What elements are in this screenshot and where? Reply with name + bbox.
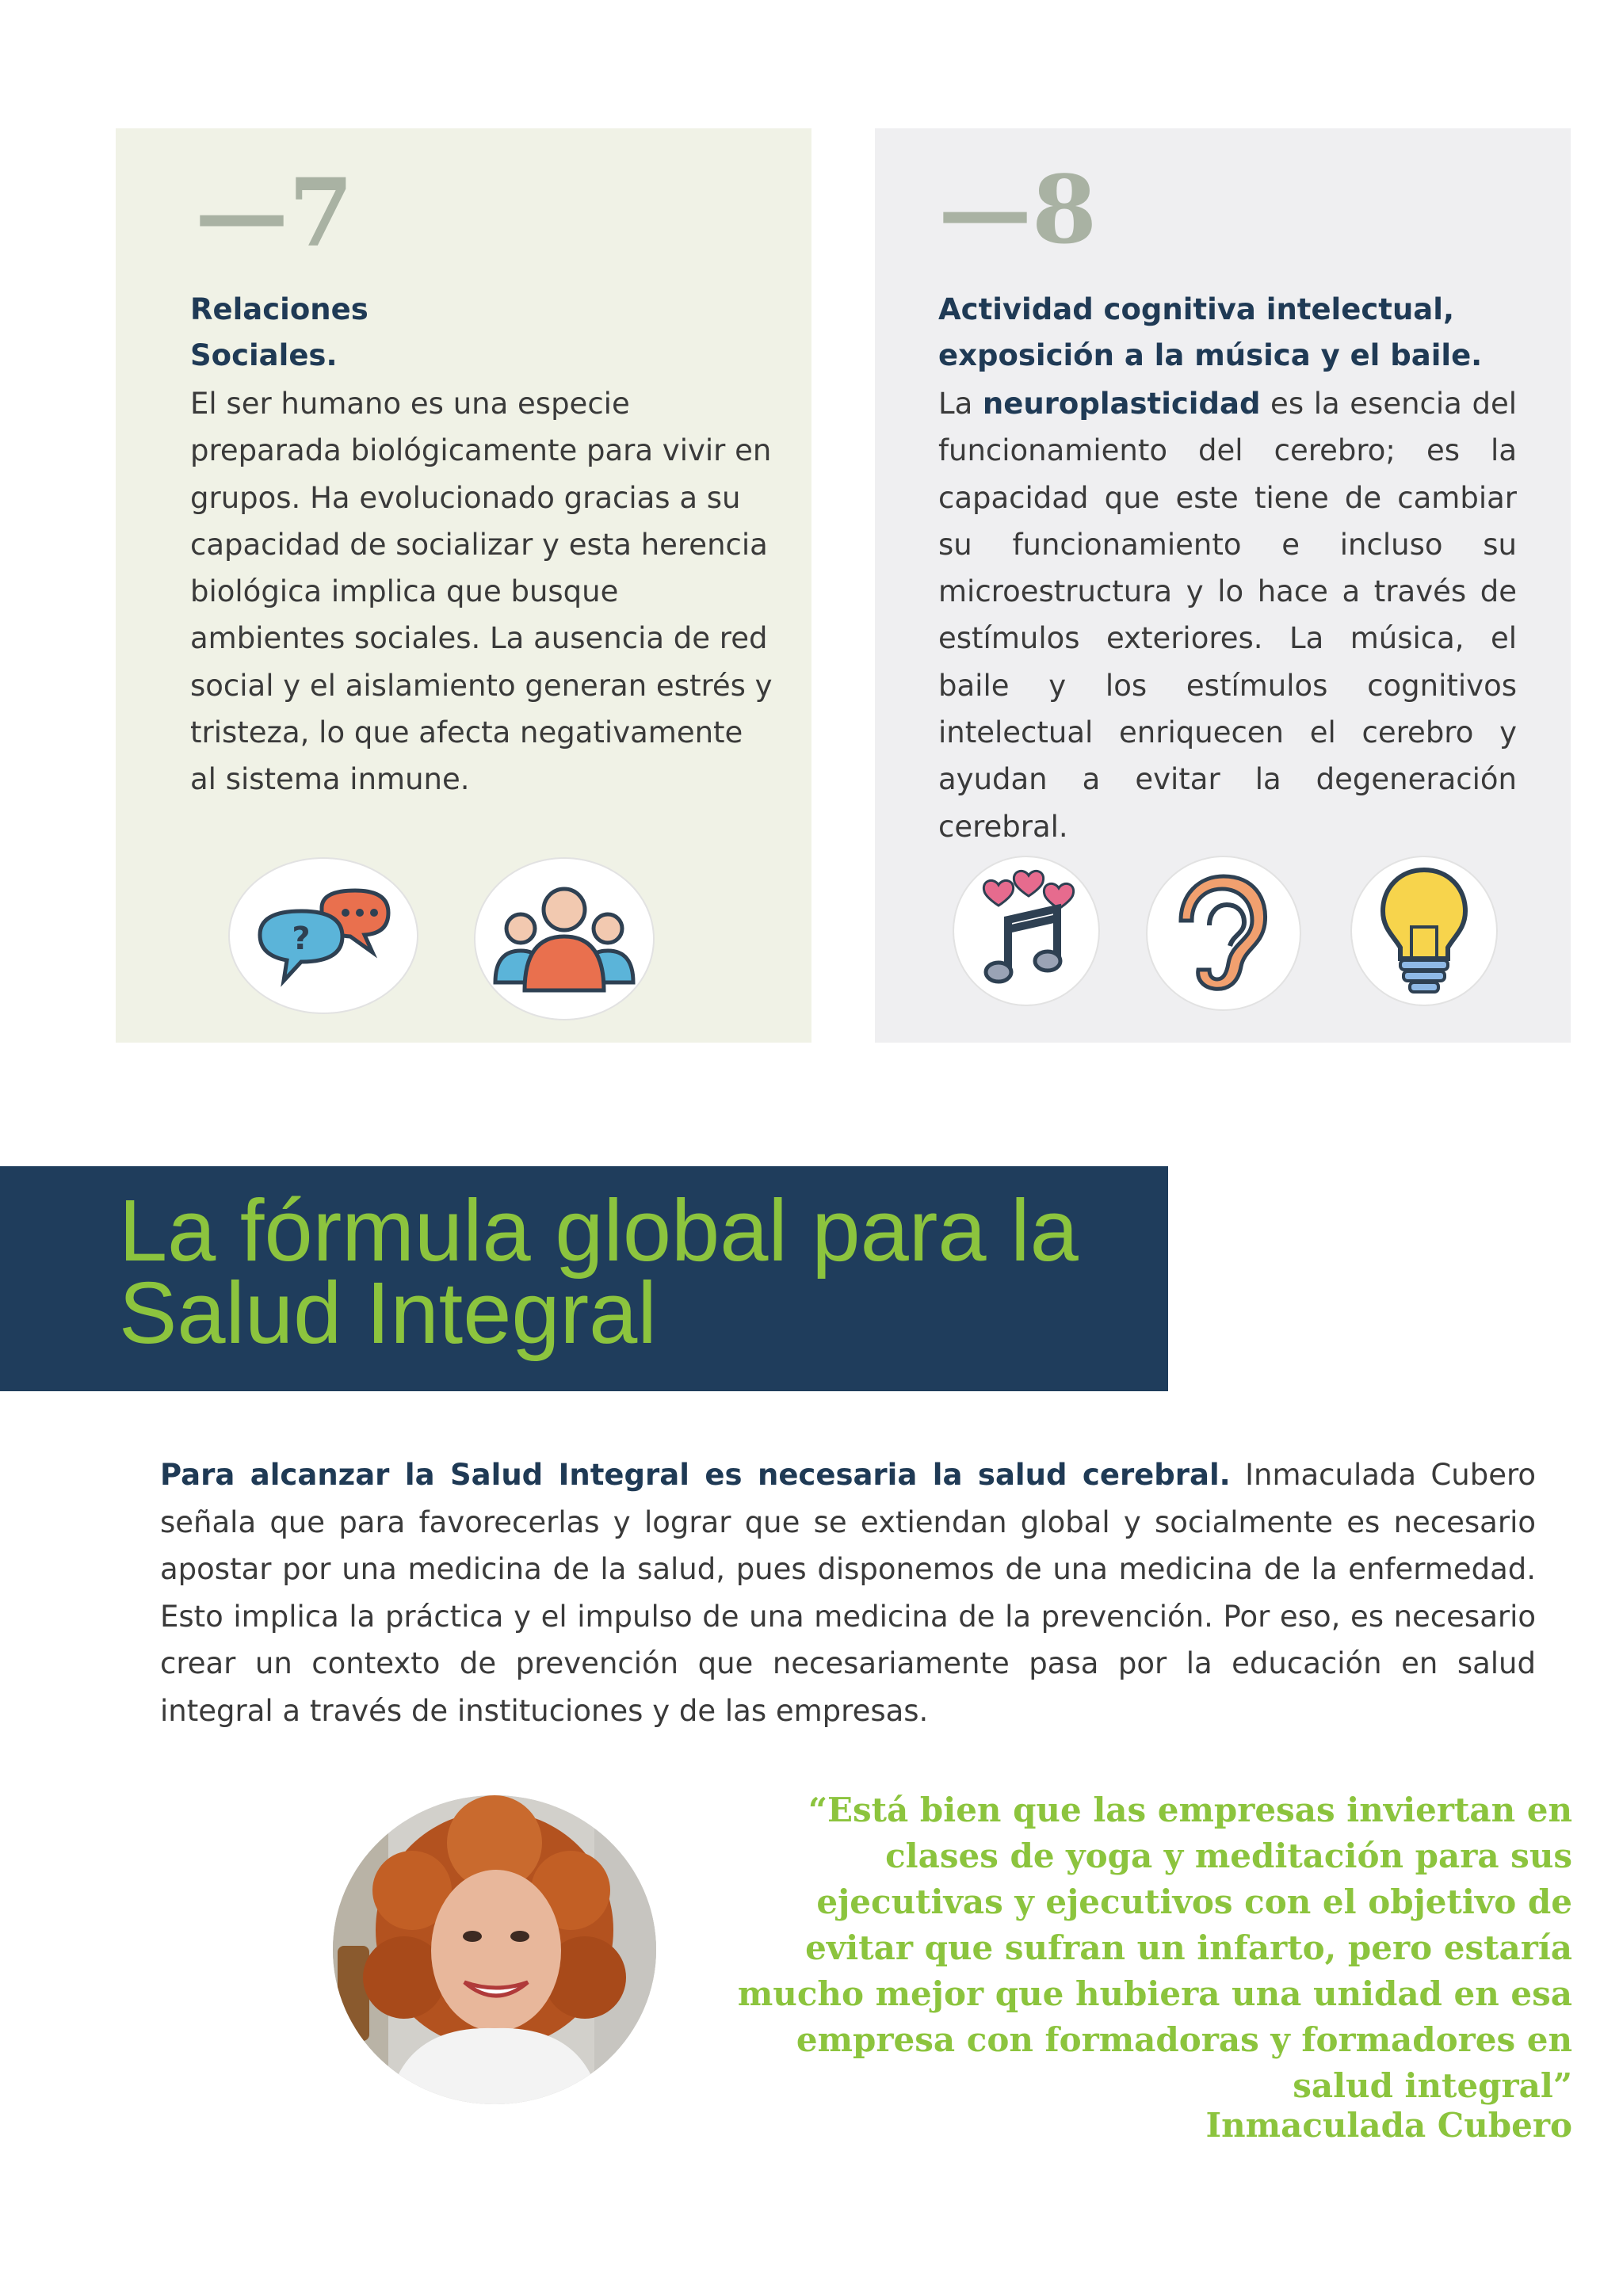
ear-icon (1146, 856, 1301, 1011)
intro-paragraph (160, 1451, 1536, 1734)
card-title (190, 287, 428, 379)
intro-text: Inmaculada Cubero señala que para favorecerlas y lograr que se extiendan global y socialmente es necesario apostar por una medicina de la salud, pues disponemos de una medicina de la enfermedad. Esto implica la práctica y el impulso de una medicina de la prevención. Por eso, es necesario crear un contexto de prevención que necesariamente pasa por la educación en salud integral a través de instituciones y de las empresas. (160, 1458, 1537, 1728)
card-body-highlight: neuroplasticidad (982, 387, 1261, 421)
card-body: El ser humano es una especie preparada biológicamente para vivir en grupos. Ha evolucionado gracias a su capacidad de socializar y esta herencia biológica implica que busque ambientes sociales. La ausencia de red social y el aislamiento generan estrés y tristeza, lo que afecta negativamente al sistema inmune. (190, 387, 773, 797)
section-title-line: Salud Integral (119, 1264, 657, 1362)
intro-lead: Para alcanzar la Salud Integral es necesaria la salud cerebral. (160, 1458, 1231, 1492)
card-social-relations (116, 128, 812, 1043)
card-title (938, 287, 1509, 379)
card-title-line: Sociales. (190, 338, 338, 372)
section-banner (0, 1166, 1168, 1391)
lightbulb-icon (1350, 856, 1498, 1006)
card-cognitive-activity (875, 128, 1571, 1043)
speech-bubbles-icon (228, 857, 418, 1014)
quote-author: Inmaculada Cubero (1205, 2106, 1572, 2145)
card-body-prefix: La (938, 387, 983, 421)
pull-quote: “Está bien que las empresas inviertan en clases de yoga y meditación para sus ejecutivas y ejecutivos con el objetivo de evitar que sufran un infarto, pero estaría mucho mejor que hubiera una unidad en esa empresa con formadoras y formadores en salud integral” (737, 1791, 1572, 2105)
group-of-people-icon (474, 857, 655, 1020)
card-number: —7 (195, 158, 354, 268)
card-number: —8 (938, 154, 1098, 265)
card-body (938, 380, 1517, 850)
portrait-photo (333, 1795, 656, 2104)
music-note-hearts-icon (953, 856, 1100, 1006)
card-title-line: Actividad cognitiva intelectual, (938, 292, 1455, 326)
section-title-line: La fórmula global para la (119, 1182, 1079, 1280)
card-body-text: es la esencia del funcionamiento del cerebro; es la capacidad que este tiene de cambiar su funcionamiento e incluso su microestructura y lo hace a través de estímulos exteriores. La música, el baile y los estímulos cognitivos intelectual enriquecen el cerebro y ayudan a evitar la degeneración cerebral. (938, 387, 1517, 844)
section-title (119, 1182, 1149, 1362)
card-title-line: Relaciones (190, 292, 369, 326)
card-title-line: exposición a la música y el baile. (938, 338, 1483, 372)
svg-text:?: ? (292, 921, 311, 957)
